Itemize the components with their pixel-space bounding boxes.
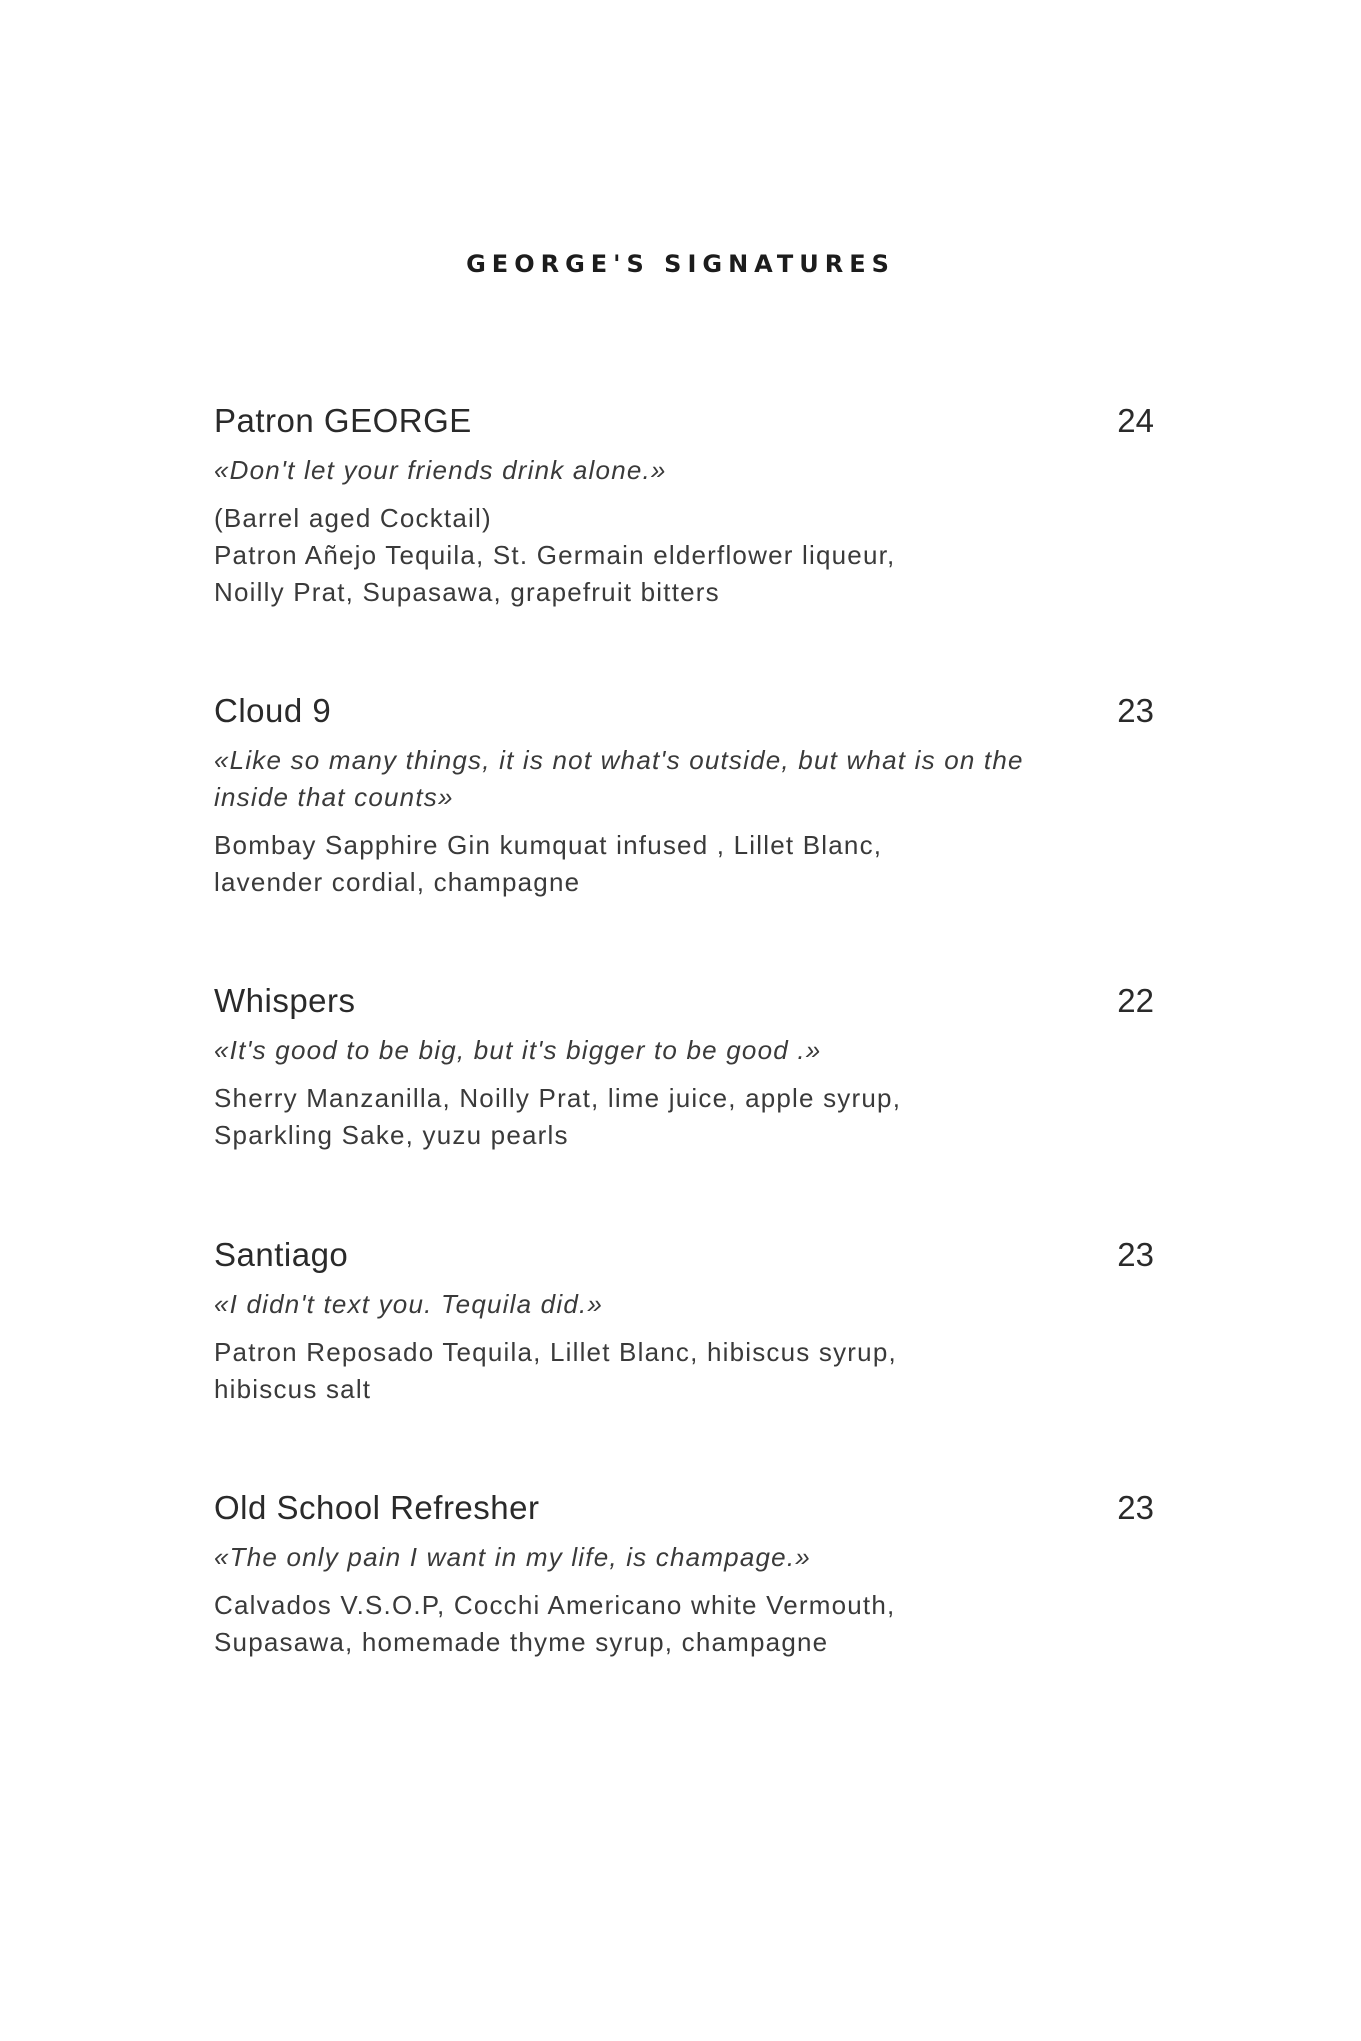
menu-item-whispers <box>214 982 1154 1162</box>
item-quote: «Don't let your friends drink alone.» <box>214 455 667 485</box>
item-description-line: Patron Reposado Tequila, Lillet Blanc, hibiscus syrup, <box>214 1337 897 1367</box>
item-price: 23 <box>1117 1489 1154 1526</box>
menu-item-old-school-refresher <box>214 1489 1154 1669</box>
item-description <box>214 1587 1034 1661</box>
item-description-line: Supasawa, homemade thyme syrup, champagne <box>214 1627 829 1657</box>
item-quote: «The only pain I want in my life, is champage.» <box>214 1542 811 1572</box>
item-price: 23 <box>1117 692 1154 729</box>
item-description <box>214 1080 1034 1154</box>
item-description-line: hibiscus salt <box>214 1374 372 1404</box>
item-description-line: Sparkling Sake, yuzu pearls <box>214 1120 569 1150</box>
item-description-line: Patron Añejo Tequila, St. Germain elderflower liqueur, <box>214 540 896 570</box>
menu-item-santiago <box>214 1236 1154 1416</box>
item-price: 22 <box>1117 982 1154 1019</box>
menu-item-cloud-9 <box>214 692 1154 912</box>
item-description-line: Bombay Sapphire Gin kumquat infused , Lillet Blanc, <box>214 830 883 860</box>
item-price: 23 <box>1117 1236 1154 1273</box>
item-description-line: Noilly Prat, Supasawa, grapefruit bitters <box>214 577 720 607</box>
item-name: Cloud 9 <box>214 692 332 729</box>
item-description <box>214 827 1034 901</box>
item-description-line: lavender cordial, champagne <box>214 867 581 897</box>
item-name: Santiago <box>214 1236 349 1273</box>
item-description <box>214 1334 1034 1408</box>
item-quote: «Like so many things, it is not what's outside, but what is on the inside that counts» <box>214 745 1024 812</box>
item-name: Whispers <box>214 982 356 1019</box>
item-quote: «I didn't text you. Tequila did.» <box>214 1289 604 1319</box>
menu-title: GEORGE'S SIGNATURES <box>466 250 895 278</box>
item-quote: «It's good to be big, but it's bigger to be good .» <box>214 1035 822 1065</box>
item-description-line: (Barrel aged Cocktail) <box>214 503 492 533</box>
item-description-line: Calvados V.S.O.P, Cocchi Americano white Vermouth, <box>214 1590 896 1620</box>
menu-item-patron-george <box>214 402 1154 622</box>
item-description-line: Sherry Manzanilla, Noilly Prat, lime juice, apple syrup, <box>214 1083 902 1113</box>
item-description <box>214 500 1034 611</box>
item-price: 24 <box>1117 402 1154 439</box>
item-name: Patron GEORGE <box>214 402 472 439</box>
item-name: Old School Refresher <box>214 1489 540 1526</box>
